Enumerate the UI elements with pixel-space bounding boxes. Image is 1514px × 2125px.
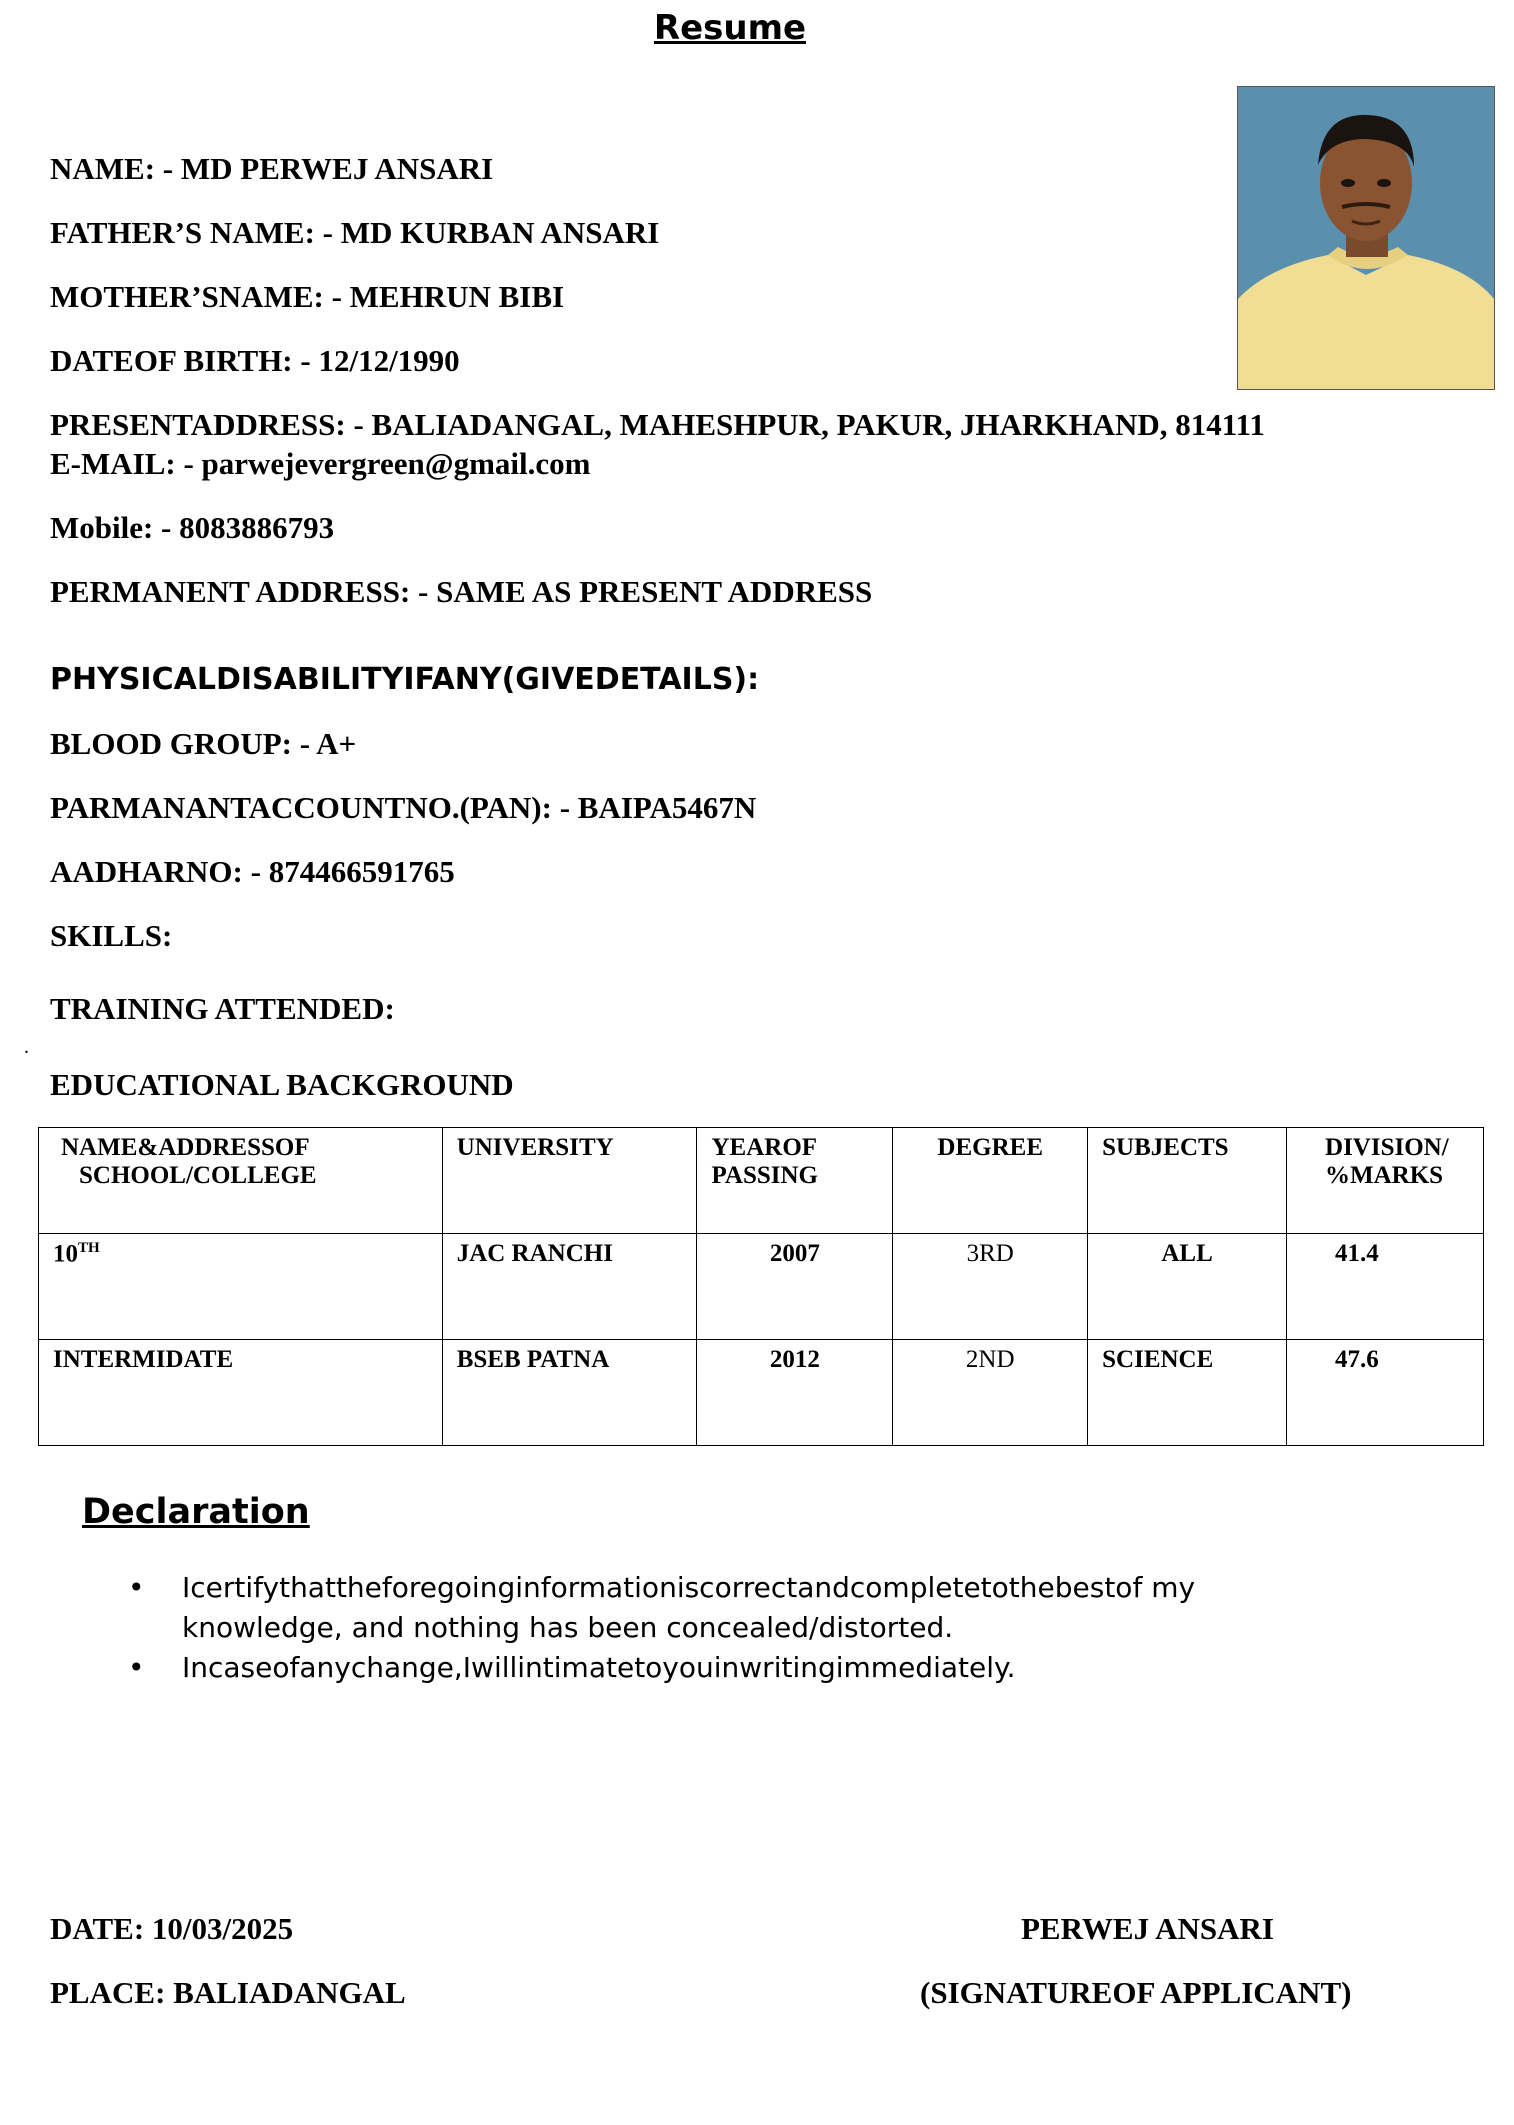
applicant-photo-image: [1238, 87, 1494, 389]
header-name-address: [39, 1128, 443, 1234]
name-field: NAME: - MD PERWEJ ANSARI: [50, 151, 494, 186]
row2-university: [442, 1340, 697, 1446]
mother-name-field: MOTHER’SNAME: - MEHRUN BIBI: [50, 279, 565, 314]
row2-subjects: [1088, 1340, 1287, 1446]
header-name-address-line1: NAME&ADDRESSOF: [61, 1134, 310, 1161]
row1-name-text: 10: [53, 1240, 78, 1268]
education-table: [38, 1127, 1484, 1446]
table-row: [39, 1234, 1484, 1340]
header-year-line2: PASSING: [711, 1162, 818, 1189]
row2-degree-text: 2ND: [965, 1346, 1015, 1373]
row1-year-text: 2007: [769, 1240, 820, 1267]
header-subjects: [1088, 1128, 1287, 1234]
row1-name: [39, 1234, 443, 1340]
email-field: E-MAIL: - parwejevergreen@gmail.com: [50, 446, 591, 481]
blood-group-field: BLOOD GROUP: - A+: [50, 726, 357, 761]
mobile-field: Mobile: - 8083886793: [50, 510, 335, 545]
header-division-line1: DIVISION/: [1325, 1134, 1449, 1161]
row2-university-text: BSEB PATNA: [456, 1346, 610, 1373]
footer-applicant-name: PERWEJ ANSARI: [1021, 1911, 1274, 1946]
header-division: [1287, 1128, 1484, 1234]
row2-marks-text: 47.6: [1335, 1346, 1379, 1373]
training-field: TRAINING ATTENDED:: [50, 991, 395, 1026]
header-year: [697, 1128, 893, 1234]
row1-subjects: [1088, 1234, 1287, 1340]
row1-university-text: JAC RANCHI: [456, 1240, 613, 1267]
row1-degree: [893, 1234, 1088, 1340]
document-title: Resume: [653, 8, 807, 48]
row2-marks: [1287, 1340, 1484, 1446]
header-subjects-label: SUBJECTS: [1102, 1134, 1229, 1161]
row1-name-sup: TH: [78, 1240, 100, 1256]
header-year-line1: YEAROF: [711, 1134, 818, 1161]
row1-year: [697, 1234, 893, 1340]
row1-marks-text: 41.4: [1335, 1240, 1379, 1267]
declaration-title: Declaration: [82, 1492, 310, 1532]
declaration-list: [120, 1568, 1220, 1688]
row2-year-text: 2012: [769, 1346, 820, 1373]
header-degree: [893, 1128, 1088, 1234]
row1-degree-text: 3RD: [966, 1240, 1014, 1267]
footer-signature-label: (SIGNATUREOF APPLICANT): [920, 1975, 1352, 2010]
row1-marks: [1287, 1234, 1484, 1340]
applicant-photo: [1237, 86, 1495, 390]
permanent-address-field: PERMANENT ADDRESS: - SAME AS PRESENT ADDRESS: [50, 574, 873, 609]
declaration-item: • Incaseofanychange,Iwillintimatetoyouinwritingimmediately.: [120, 1648, 1220, 1688]
row1-university: [442, 1234, 697, 1340]
header-name-address-line2: SCHOOL/COLLEGE: [79, 1162, 317, 1189]
header-university-label: UNIVERSITY: [456, 1134, 614, 1161]
skills-field: SKILLS:: [50, 918, 173, 953]
row2-degree: [893, 1340, 1088, 1446]
stray-dot: .: [24, 1036, 29, 1058]
declaration-item: • Icertifythattheforegoinginformationiscorrectandcompletetothebestof my knowledge, and nothing has been concealed/distorted.: [120, 1568, 1220, 1648]
header-university: [442, 1128, 697, 1234]
header-degree-label: DEGREE: [937, 1134, 1044, 1161]
education-heading: EDUCATIONAL BACKGROUND: [50, 1067, 514, 1102]
present-address-field: PRESENTADDRESS: - BALIADANGAL, MAHESHPUR, PAKUR, JHARKHAND, 814111: [50, 407, 1265, 442]
footer-date: DATE: 10/03/2025: [50, 1911, 294, 1946]
table-header-row: [39, 1128, 1484, 1234]
row2-subjects-text: SCIENCE: [1102, 1346, 1214, 1373]
table-row: [39, 1340, 1484, 1446]
disability-field: PHYSICALDISABILITYIFANY(GIVEDETAILS):: [50, 662, 760, 697]
row2-name-text: INTERMIDATE: [53, 1346, 234, 1373]
row2-name: [39, 1340, 443, 1446]
row1-subjects-text: ALL: [1161, 1240, 1213, 1267]
father-name-field: FATHER’S NAME: - MD KURBAN ANSARI: [50, 215, 660, 250]
row2-year: [697, 1340, 893, 1446]
pan-field: PARMANANTACCOUNTNO.(PAN): - BAIPA5467N: [50, 790, 757, 825]
aadhar-field: AADHARNO: - 874466591765: [50, 854, 455, 889]
dob-field: DATEOF BIRTH: - 12/12/1990: [50, 343, 460, 378]
footer-place: PLACE: BALIADANGAL: [50, 1975, 406, 2010]
header-division-line2: %MARKS: [1325, 1162, 1444, 1189]
